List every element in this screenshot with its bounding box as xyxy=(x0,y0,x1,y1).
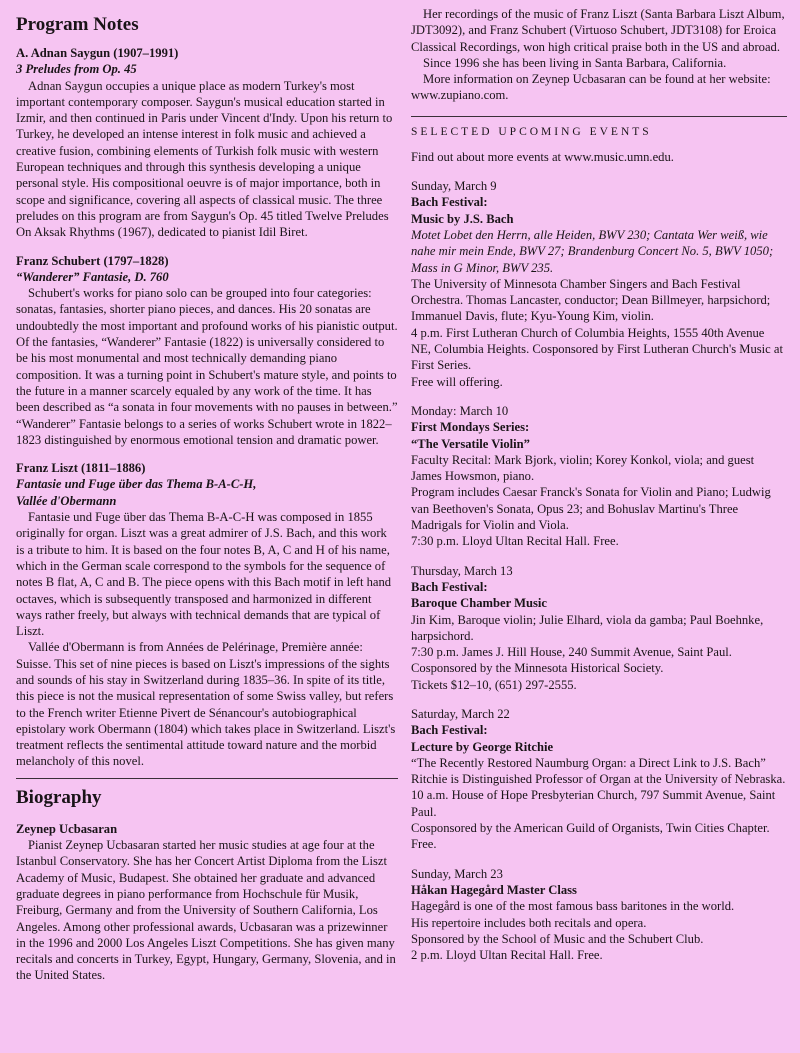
event-1-when: 4 p.m. First Lutheran Church of Columbia Heights, 1555 40th Avenue NE, Columbia Heights. Cosponsored by First Lutheran Church's Music at First Series. xyxy=(411,325,784,373)
schubert-subtitle: “Wanderer” Fantasie, D. 760 xyxy=(16,269,169,284)
event-5-date: Sunday, March 23 xyxy=(411,866,503,881)
section-divider xyxy=(16,778,398,779)
event-4-date: Saturday, March 22 xyxy=(411,706,510,721)
event-5-line-2: His repertoire includes both recitals and opera. xyxy=(411,915,647,930)
event-1-series: Bach Festival: xyxy=(411,195,488,210)
event-1-performers: The University of Minnesota Chamber Singers and Bach Festival Orchestra. Thomas Lancaster, conductor; Dean Billmeyer, harpsichord; Immanuel Davis, flute; Kyu-Young Kim, violin. xyxy=(411,276,771,324)
liszt-section xyxy=(16,460,398,770)
liszt-subtitle-1: Fantasie und Fuge über das Thema B-A-C-H, xyxy=(16,477,257,492)
event-5-line-3: Sponsored by the School of Music and the Schubert Club. xyxy=(411,931,704,946)
event-3-date: Thursday, March 13 xyxy=(411,563,513,578)
event-4-line-4: Cosponsored by the American Guild of Organists, Twin Cities Chapter. Free. xyxy=(411,821,770,852)
event-3-title: Baroque Chamber Music xyxy=(411,596,547,611)
schubert-heading: Franz Schubert (1797–1828) xyxy=(16,253,169,268)
liszt-text-2: Vallée d'Obermann is from Années de Pelérinage, Première année: Suisse. This set of nine pieces is based on Liszt's impressions of the sights and sounds of his stay in Switzerland during 1835–36. In spite of its title, this piece is not the musical representation of some Swiss valley, but refers to the French writer Etienne Pivert de Sénancour's autobiographical epistolary work Obermann (1804) which takes place in Switzerland. Liszt's treatment reflects the sentimental attitude toward nature and the morbid melancholy of this novel. xyxy=(16,640,396,769)
event-5-line-1: Hagegård is one of the most famous bass baritones in the world. xyxy=(411,899,735,914)
biography-name: Zeynep Ucbasaran xyxy=(16,821,118,836)
liszt-heading: Franz Liszt (1811–1886) xyxy=(16,461,146,476)
event-5 xyxy=(411,866,787,964)
event-4-line-2: Ritchie is Distinguished Professor of Organ at the University of Nebraska. xyxy=(411,772,786,787)
events-divider xyxy=(411,116,787,117)
biography-section xyxy=(16,821,398,984)
event-4-series: Bach Festival: xyxy=(411,723,488,738)
saygun-text: Adnan Saygun occupies a unique place as modern Turkey's most important contemporary composer. Saygun's musical education started in Izmir, and then continued in Paris under Vincent d'Indy. Upon his return to Turkey, he developed an intense interest in folk music and achieved a creative fusion, combining elements of Turkish folk music with western European techniques and through this synthesis developing a unique personal style. His compositional oeuvre is of major importance, both in scope and significance, covering all aspects of classical music. The three preludes on this program are from Saygun's Op. 45 titled Twelve Preludes On Aksak Rhythms (1967), dedicated to pianist Idil Biret. xyxy=(16,78,393,240)
event-2-line-3: 7:30 p.m. Lloyd Ultan Recital Hall. Free. xyxy=(411,534,619,549)
event-1-date: Sunday, March 9 xyxy=(411,179,497,194)
event-1 xyxy=(411,178,787,390)
liszt-text-1: Fantasie und Fuge über das Thema B-A-C-H was composed in 1855 originally for organ. Liszt was a great admirer of J.S. Bach, and this work is a tribute to him. It is based on the four notes B, A, C and H of his name, which in the German scale correspond to the symbols for the sequence of notes B flat, A, C and B. The piece opens with this Bach motif in left hand octaves, which is subsequently transposed and harmonized in different ways rather freely, but always with technical demands that are typical of Liszt. xyxy=(16,510,392,639)
event-2-title: “The Versatile Violin” xyxy=(411,436,530,451)
program-notes-title: Program Notes xyxy=(16,14,139,35)
biography-title: Biography xyxy=(16,786,102,808)
event-3 xyxy=(411,563,787,693)
schubert-section xyxy=(16,253,398,449)
events-intro: Find out about more events at www.music.umn.edu. xyxy=(411,149,674,164)
event-4-line-1: “The Recently Restored Naumburg Organ: a Direct Link to J.S. Bach” xyxy=(411,755,766,770)
event-4-line-3: 10 a.m. House of Hope Presbyterian Church, 797 Summit Avenue, Saint Paul. xyxy=(411,788,776,819)
biography-text-1: Pianist Zeynep Ucbasaran started her music studies at age four at the Istanbul Conservatory. She has her Concert Artist Diploma from the Liszt Academy of Music, Budapest. She obtained her graduate and advanced graduate degrees in piano performance from Hochschule für Musik, Freiburg, Germany and from the University of Southern California, Los Angeles. Among other professional awards, Ucbasaran was a prizewinner in the 1996 and 2000 Los Angeles Liszt Competitions. She has given many recitals and concerts in Turkey, Egypt, Hungary, Germany, Slovenia, and in the United States. xyxy=(16,838,396,983)
biography-text-3: Since 1996 she has been living in Santa Barbara, California. xyxy=(423,55,727,70)
saygun-heading: A. Adnan Saygun (1907–1991) xyxy=(16,46,179,60)
saygun-subtitle: 3 Preludes from Op. 45 xyxy=(16,62,137,77)
event-3-line-3: Tickets $12–10, (651) 297-2555. xyxy=(411,677,577,692)
event-2-date: Monday: March 10 xyxy=(411,403,509,418)
right-column xyxy=(411,0,787,963)
event-2-series: First Mondays Series: xyxy=(411,420,530,435)
events-heading: SELECTED UPCOMING EVENTS xyxy=(411,125,652,138)
saygun-section xyxy=(16,45,398,241)
event-3-line-2: 7:30 p.m. James J. Hill House, 240 Summit Avenue, Saint Paul. Cosponsored by the Minnesota Historical Society. xyxy=(411,645,732,676)
event-1-works: Motet Lobet den Herrn, alle Heiden, BWV 230; Cantata Wer weiß, wie nahe mir mein Ende, BWV 27; Brandenburg Concert No. 5, BWV 1050; Mass in G Minor, BWV 235. xyxy=(411,227,774,275)
event-5-title: Håkan Hagegård Master Class xyxy=(411,882,577,897)
event-5-line-4: 2 p.m. Lloyd Ultan Recital Hall. Free. xyxy=(411,948,603,963)
event-4 xyxy=(411,706,787,853)
event-2-line-2: Program includes Caesar Franck's Sonata for Violin and Piano; Ludwig van Beethoven's Sonata, Opus 23; and Bohuslav Martinu's Three Madrigals for Violin and Viola. xyxy=(411,485,771,533)
event-2 xyxy=(411,403,787,550)
biography-text-4: More information on Zeynep Ucbasaran can be found at her website: www.zupiano.com. xyxy=(411,72,771,103)
event-1-title: Music by J.S. Bach xyxy=(411,211,514,226)
schubert-text: Schubert's works for piano solo can be grouped into four categories: sonatas, fantasies, shorter piano pieces, and dances. His 20 sonatas are undoubtedly the most important and profound works of his pianistic output. Of the fantasies, “Wanderer” Fantasie (1822) is universally considered to be his most monumental and most technically demanding piano composition. It was a turning point in Schubert's mature style, and points to the future in a manner scarcely equaled by any work of the time. It has been described as “a sonata in four movements with no pauses in between.” “Wanderer” Fantasie belongs to a series of works Schubert wrote in 1822–1823 distinguished by enormous emotional tension and dramatic power. xyxy=(16,286,398,447)
event-4-title: Lecture by George Ritchie xyxy=(411,739,554,754)
event-3-series: Bach Festival: xyxy=(411,579,488,594)
left-column xyxy=(16,0,398,984)
biography-text-2: Her recordings of the music of Franz Liszt (Santa Barbara Liszt Album, JDT3092), and Franz Schubert (Virtuoso Schubert, JDT3108) for Eroica Classical Recordings, won high critical praise both in the US and abroad. xyxy=(411,7,785,54)
event-3-line-1: Jin Kim, Baroque violin; Julie Elhard, viola da gamba; Paul Boehnke, harpsichord. xyxy=(411,612,764,643)
event-2-line-1: Faculty Recital: Mark Bjork, violin; Korey Konkol, viola; and guest James Howsmon, piano. xyxy=(411,452,755,484)
event-1-extra: Free will offering. xyxy=(411,374,503,389)
liszt-subtitle-2: Vallée d'Obermann xyxy=(16,493,117,508)
